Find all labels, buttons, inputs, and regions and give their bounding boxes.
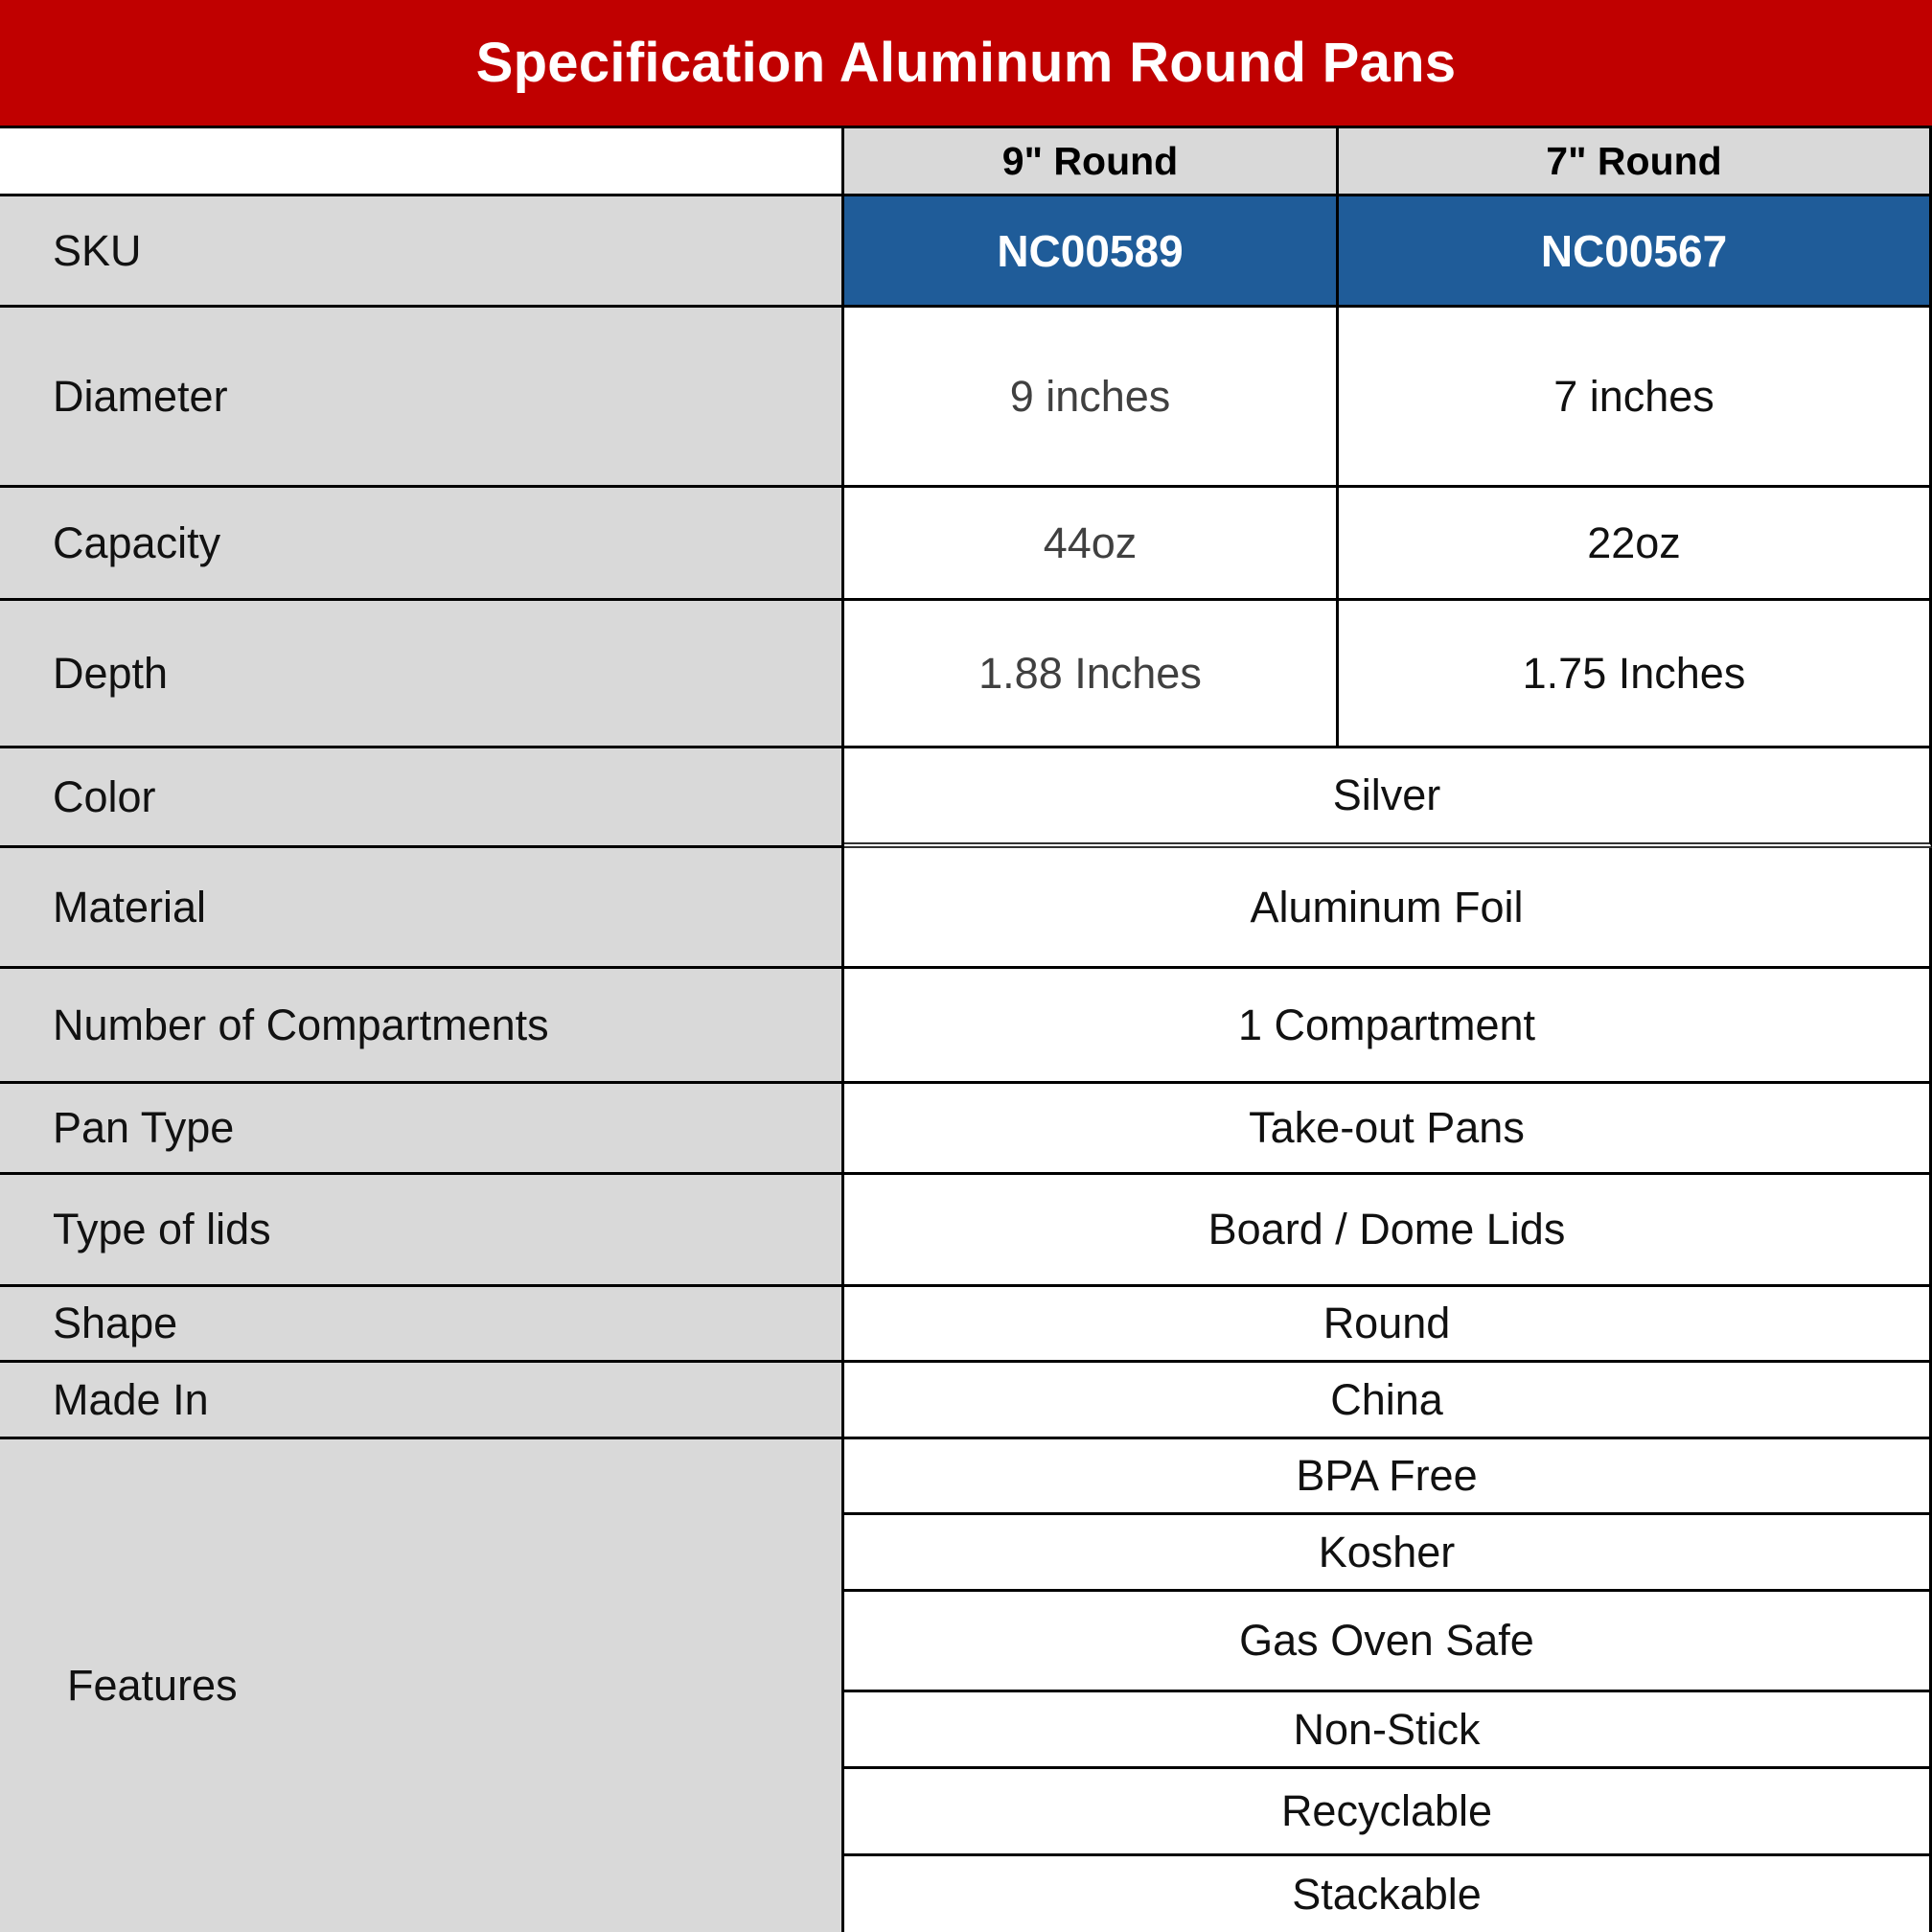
diameter-value-7-round: 7 inches — [1339, 308, 1932, 488]
header-blank-cell — [0, 128, 844, 196]
row-label-features: Features — [0, 1439, 844, 1932]
made-in-value: China — [844, 1363, 1932, 1439]
column-header-7-round: 7" Round — [1339, 128, 1932, 196]
row-label-color: Color — [0, 748, 844, 848]
pan-type-value: Take-out Pans — [844, 1084, 1932, 1175]
page-title: Specification Aluminum Round Pans — [475, 32, 1457, 94]
color-value: Silver — [844, 748, 1932, 848]
feature-item: Recyclable — [844, 1769, 1932, 1856]
row-label-diameter: Diameter — [0, 308, 844, 488]
sku-value-7-round: NC00567 — [1339, 196, 1932, 308]
feature-item: Non-Stick — [844, 1692, 1932, 1769]
feature-item: Gas Oven Safe — [844, 1592, 1932, 1692]
row-label-compartments: Number of Compartments — [0, 969, 844, 1084]
feature-item: BPA Free — [844, 1439, 1932, 1515]
compartments-value: 1 Compartment — [844, 969, 1932, 1084]
diameter-value-9-round: 9 inches — [844, 308, 1339, 488]
row-label-capacity: Capacity — [0, 488, 844, 601]
material-value: Aluminum Foil — [844, 848, 1932, 969]
row-label-pan-type: Pan Type — [0, 1084, 844, 1175]
row-label-material: Material — [0, 848, 844, 969]
capacity-value-9-round: 44oz — [844, 488, 1339, 601]
shape-value: Round — [844, 1287, 1932, 1363]
row-label-shape: Shape — [0, 1287, 844, 1363]
row-label-sku: SKU — [0, 196, 844, 308]
capacity-value-7-round: 22oz — [1339, 488, 1932, 601]
sku-value-9-round: NC00589 — [844, 196, 1339, 308]
row-label-made-in: Made In — [0, 1363, 844, 1439]
feature-item: Stackable — [844, 1856, 1932, 1932]
feature-item: Kosher — [844, 1515, 1932, 1592]
title-bar — [0, 0, 1932, 128]
column-header-9-round: 9" Round — [844, 128, 1339, 196]
row-label-depth: Depth — [0, 601, 844, 748]
type-of-lids-value: Board / Dome Lids — [844, 1175, 1932, 1287]
row-label-type-of-lids: Type of lids — [0, 1175, 844, 1287]
depth-value-7-round: 1.75 Inches — [1339, 601, 1932, 748]
depth-value-9-round: 1.88 Inches — [844, 601, 1339, 748]
